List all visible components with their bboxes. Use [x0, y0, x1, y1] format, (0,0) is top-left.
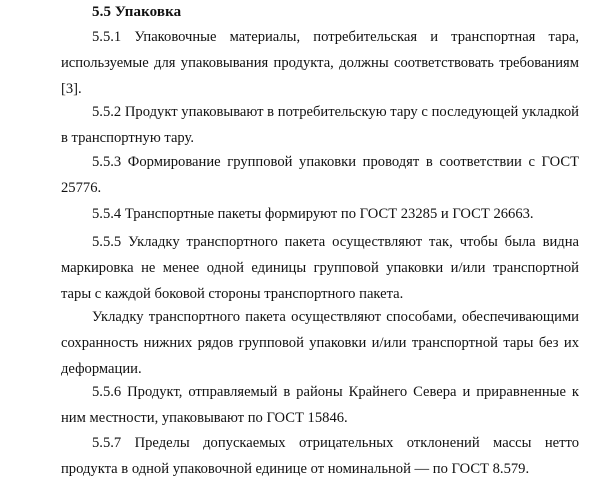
- paragraph-5-5-6: 5.5.6 Продукт, отправляемый в районы Крайнего Севера и приравненные к ним местности, упаковывают по ГОСТ 15846.: [61, 384, 579, 426]
- paragraph-5-5-5: 5.5.5 Укладку транспортного пакета осуществляют так, чтобы была видна маркировка не менее одной единицы групповой упаковки и/или транспортной тары с каждой боковой стороны транспортного пакета.: [61, 234, 579, 302]
- paragraph-5-5-2: 5.5.2 Продукт упаковывают в потребительскую тару с последующей укладкой в транспортную тару.: [61, 104, 579, 146]
- paragraph-5-5-5-continued: Укладку транспортного пакета осуществляют способами, обеспечивающими сохранность нижних рядов групповой упаковки и/или транспортной тары без их деформации.: [61, 309, 579, 377]
- section-heading: 5.5 Упаковка: [92, 4, 182, 20]
- paragraph-5-5-4: 5.5.4 Транспортные пакеты формируют по ГОСТ 23285 и ГОСТ 26663.: [92, 206, 534, 222]
- paragraph-5-5-3: 5.5.3 Формирование групповой упаковки проводят в соответствии с ГОСТ 25776.: [61, 154, 579, 196]
- paragraph-5-5-7: 5.5.7 Пределы допускаемых отрицательных отклонений массы нетто продукта в одной упаковочной единице от номинальной — по ГОСТ 8.579.: [61, 435, 579, 477]
- paragraph-5-5-1: 5.5.1 Упаковочные материалы, потребительская и транспортная тара, используемые для упаковывания продукта, должны соответствовать требованиям [3].: [61, 29, 579, 97]
